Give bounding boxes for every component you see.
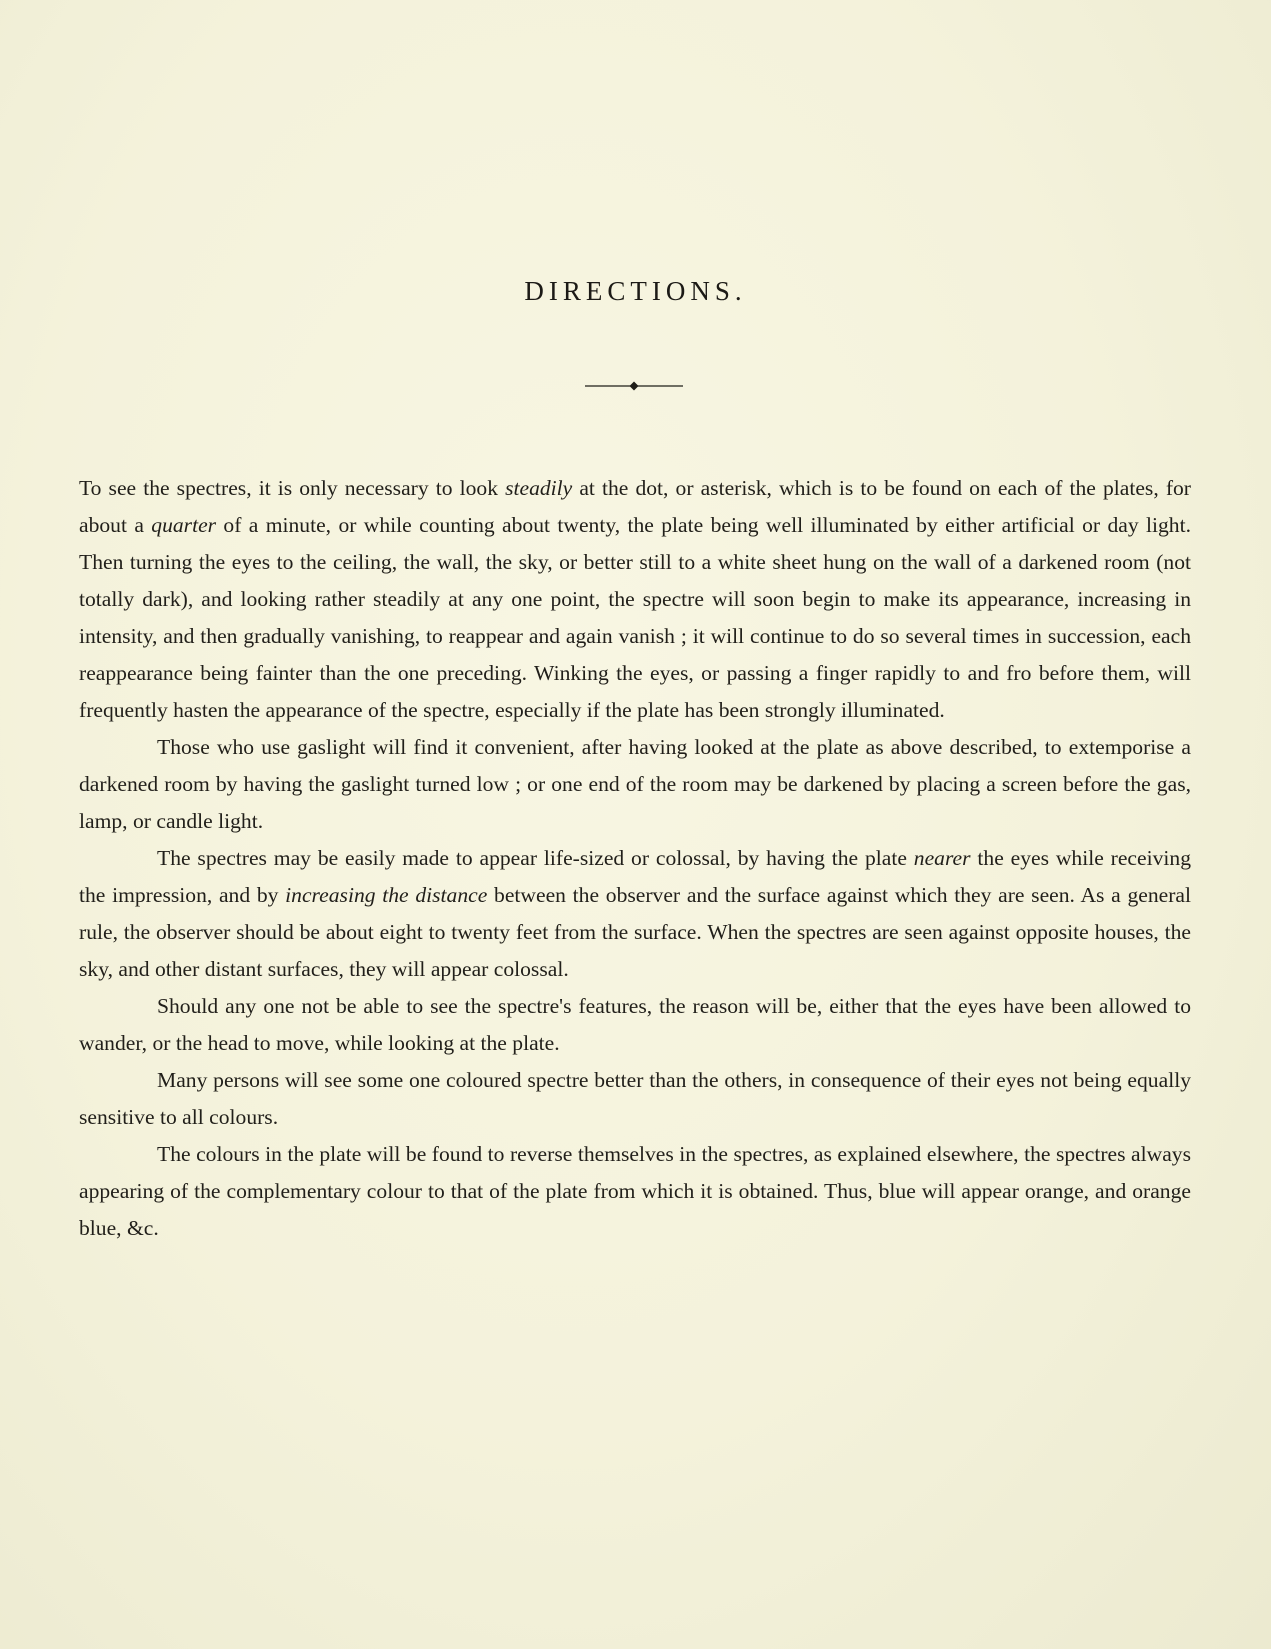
- text-run: The spectres may be easily made to appear life-sized or colossal, by having the plate: [157, 846, 914, 870]
- text-run: the eyes while receiving the impression, and by: [79, 846, 1191, 907]
- paragraph: [79, 729, 1191, 840]
- text-run: To see the spectres, it is only necessary to look: [79, 476, 506, 500]
- paragraph: [79, 840, 1191, 988]
- text-run: Those who use gaslight will find it convenient, after having looked at the plate as above described, to extemporise a darkened room by having the gaslight turned low ; or one end of the room may be darkened by placing a screen before the gas, lamp, or candle light.: [79, 735, 1191, 833]
- paragraph: [79, 988, 1191, 1062]
- text-run: The colours in the plate will be found to reverse themselves in the spectres, as explained elsewhere, the spectres always appearing of the complementary colour to that of the plate from which it is obtained. Thus, blue will appear orange, and orange blue, &c.: [79, 1142, 1191, 1240]
- text-run: between the observer and the surface against which they are seen. As a general rule, the observer should be about eight to twenty feet from the surface. When the spectres are seen against opposite houses, the sky, and other distant surfaces, they will appear colossal.: [79, 883, 1192, 981]
- italic-text: increasing the distance: [285, 883, 488, 907]
- diamond-rule-ornament: [585, 380, 683, 392]
- italic-text: nearer: [913, 846, 971, 870]
- page-title: DIRECTIONS.: [524, 276, 747, 306]
- text-run: of a minute, or while counting about twenty, the plate being well illuminated by either artificial or day light. Then turning the eyes to the ceiling, the wall, the sky, or better still to a white sheet hung on the wall of a darkened room (not totally dark), and looking rather steadily at any one point, the spectre will soon begin to make its appearance, increasing in intensity, and then gradually vanishing, to reappear and again vanish ; it will continue to do so several times in succession, each reappearance being fainter than the one preceding. Winking the eyes, or passing a finger rapidly to and fro before them, will frequently hasten the appearance of the spectre, especially if the plate has been strongly illuminated.: [79, 513, 1191, 722]
- body-text: [79, 470, 1191, 1247]
- paragraph: [79, 470, 1191, 729]
- italic-text: steadily: [505, 476, 573, 500]
- text-run: Should any one not be able to see the spectre's features, the reason will be, either that the eyes have been allowed to wander, or the head to move, while looking at the plate.: [79, 994, 1191, 1055]
- text-run: at the dot, or asterisk, which is to be found on each of the plates, for about a: [79, 476, 1191, 537]
- paragraph: [79, 1062, 1191, 1136]
- paragraph: [79, 1136, 1191, 1247]
- text-run: Many persons will see some one coloured spectre better than the others, in consequence of their eyes not being equally sensitive to all colours.: [79, 1068, 1191, 1129]
- italic-text: quarter: [151, 513, 217, 537]
